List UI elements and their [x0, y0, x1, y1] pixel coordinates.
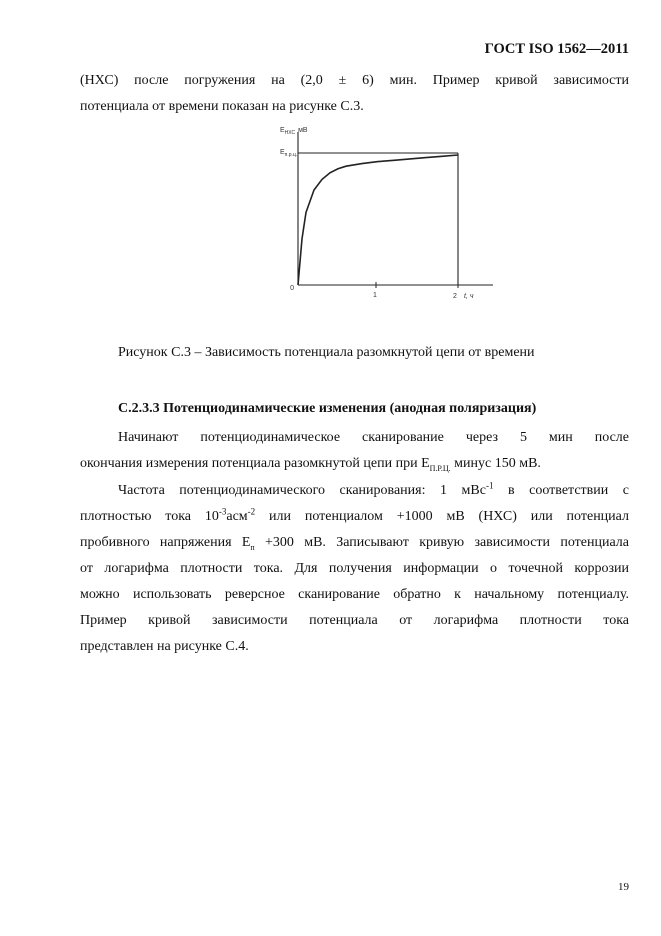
- intro-line-1: (НХС) после погружения на (2,0 ± 6) мин. Пример кривой зависимости: [80, 73, 629, 88]
- intro-line-2: потенциала от времени показан на рисунке С.3.: [80, 99, 364, 114]
- potential-time-chart: [268, 120, 508, 310]
- scan-start-line-2: окончания измерения потенциала разомкнутой цепи при $E_{П.Р.Ц.}$ минус 150 мВ.: [80, 456, 541, 473]
- scan-start-paragraph: [80, 425, 629, 477]
- scan-rate-line-1: Частота потенциодинамического сканирования: 1 мВс$^{-1}$ в соответствии с: [118, 480, 629, 498]
- figure-c3: [268, 120, 508, 310]
- scan-rate-line-5: можно использовать реверсное сканирование обратно к начальному потенциалу.: [80, 587, 629, 602]
- reference-potential-label: $E_{п.р.ц.}$: [280, 149, 298, 158]
- scan-rate-line-2: плотностью тока $10^{-3}асм^{-2}$ или потенциалом +1000 мВ (НХС) или потенциал: [80, 506, 629, 524]
- potential-curve: [298, 155, 458, 285]
- scan-rate-line-4: от логарифма плотности тока. Для получения информации о точечной коррозии: [80, 561, 629, 576]
- scan-start-line-1: Начинают потенциодинамическое сканирование через 5 мин после: [118, 430, 629, 445]
- x-tick-2-label: 2: [453, 293, 457, 300]
- scan-rate-line-6: Пример кривой зависимости потенциала от логарифма плотности тока: [80, 613, 629, 628]
- scan-rate-paragraph: [80, 478, 629, 660]
- intro-paragraph: [80, 68, 629, 120]
- x-axis-label: t, ч: [464, 293, 474, 300]
- page-number: 19: [618, 881, 629, 893]
- document-code-header: ГОСТ ISO 1562—2011: [484, 41, 629, 57]
- y-axis-label: $E_{НХС}$ мВ: [280, 127, 308, 136]
- x-tick-1-label: 1: [373, 292, 377, 299]
- section-heading: C.2.3.3 Потенциодинамические изменения (анодная поляризация): [118, 401, 537, 416]
- scan-rate-line-3: пробивного напряжения $E_п +300$ мВ. Записывают кривую зависимости потенциала: [80, 535, 630, 552]
- origin-label: 0: [290, 285, 294, 292]
- scan-rate-line-7: представлен на рисунке С.4.: [80, 639, 249, 654]
- figure-caption: Рисунок С.3 – Зависимость потенциала разомкнутой цепи от времени: [118, 345, 535, 360]
